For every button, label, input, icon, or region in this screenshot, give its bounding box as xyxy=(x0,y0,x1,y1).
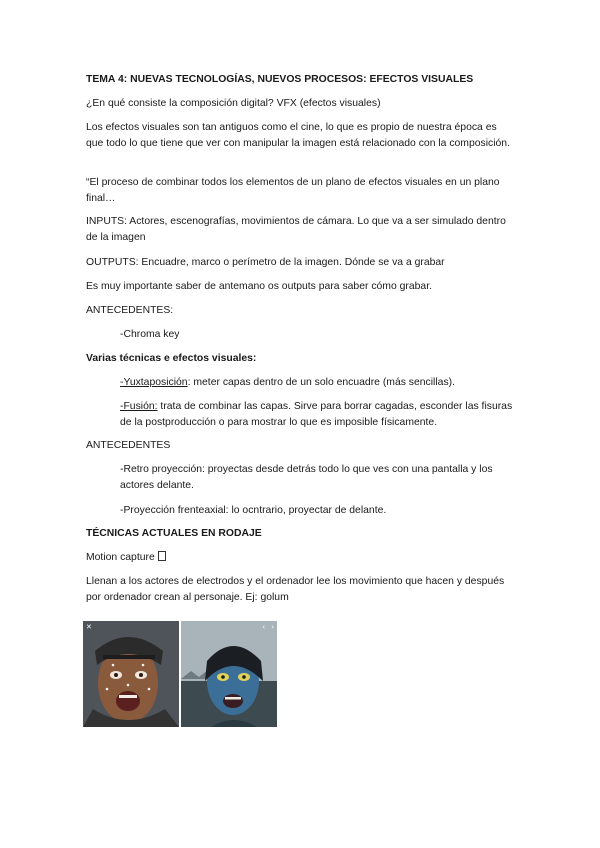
motion-capture-actor-photo xyxy=(83,621,179,727)
document-title: TEMA 4: NUEVAS TECNOLOGÍAS, NUEVOS PROCESOS: EFECTOS VISUALES xyxy=(86,74,474,85)
character-illustration xyxy=(181,621,277,727)
fusion-label: -Fusión: xyxy=(120,401,158,412)
antecedentes-heading-1: ANTECEDENTES: xyxy=(86,305,174,316)
image-gallery xyxy=(83,621,277,727)
actor-illustration xyxy=(83,621,179,727)
chevron-right-icon: › xyxy=(271,623,274,631)
antecedentes-heading-2: ANTECEDENTES xyxy=(86,440,171,451)
yuxtaposicion-label: -Yuxtaposición xyxy=(120,377,188,388)
proyeccion-frontal-item: -Proyección frenteaxial: lo ocntrario, proyectar de delante. xyxy=(120,505,387,516)
fusion-item xyxy=(120,399,520,430)
motion-capture-line xyxy=(86,550,516,566)
inputs-paragraph: INPUTS: Actores, escenografías, movimientos de cámara. Lo que va a ser simulado dentro de la imagen xyxy=(86,216,506,243)
motion-capture-description: Llenan a los actores de electrodos y el ordenador lee los movimiento que hacen y después por ordenador crean al personaje. Ej: golum xyxy=(86,576,505,603)
yuxtaposicion-text: : meter capas dentro de un solo encuadre (más sencillas). xyxy=(187,377,456,388)
intro-paragraph: Los efectos visuales son tan antiguos como el cine, lo que es propio de nuestra época es que todo lo que tiene que ver con manipular la imagen está relacionado con la composición. xyxy=(86,122,510,149)
question-line: ¿En qué consiste la composición digital? VFX (efectos visuales) xyxy=(86,98,381,109)
chroma-key-item: -Chroma key xyxy=(120,329,180,340)
yuxtaposicion-item xyxy=(120,375,520,391)
retro-proyeccion-item: -Retro proyección: proyectas desde detrás todo lo que ves con una pantalla y los actores delante. xyxy=(120,464,493,491)
fusion-text: trata de combinar las capas. Sirve para borrar cagadas, esconder las fisuras de la postproducción o para mostrar lo que es imposible físicamente. xyxy=(120,401,513,428)
missing-glyph-icon xyxy=(158,551,166,561)
importance-paragraph: Es muy importante saber de antemano os outputs para saber cómo grabar. xyxy=(86,281,432,292)
close-icon: ✕ xyxy=(86,623,92,631)
motion-capture-text: Motion capture xyxy=(86,552,155,563)
cgi-character-photo xyxy=(181,621,277,727)
outputs-paragraph: OUTPUTS: Encuadre, marco o perímetro de la imagen. Dónde se va a grabar xyxy=(86,257,445,268)
tecnicas-actuales-heading: TÉCNICAS ACTUALES EN RODAJE xyxy=(86,528,262,539)
tecnicas-heading: Varias técnicas e efectos visuales: xyxy=(86,353,257,364)
quote-paragraph: “El proceso de combinar todos los elementos de un plano de efectos visuales en un plano final… xyxy=(86,177,500,204)
chevron-left-icon: ‹ xyxy=(262,623,265,631)
